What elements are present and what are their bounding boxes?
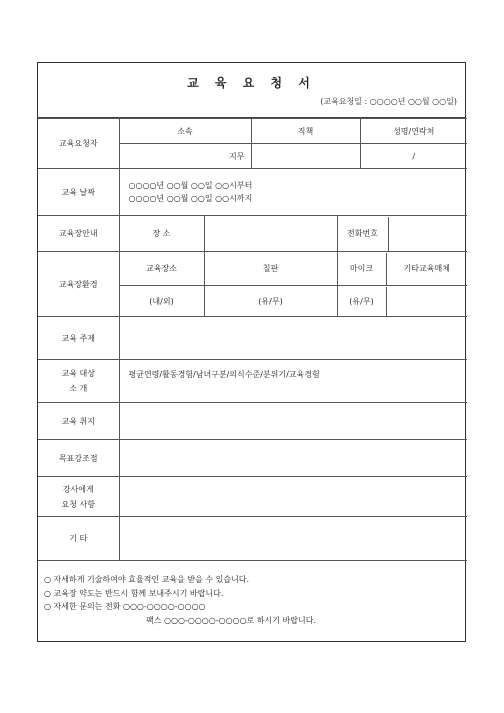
edu-date-from: ○○○○년 ○○월 ○○일 ○○시부터 xyxy=(128,181,253,190)
audience-hint: 평균연령/활동경험/남녀구분/의식수준/분위기/교육경험 xyxy=(128,370,320,379)
edu-date-row xyxy=(38,169,467,216)
topic-label: 교육 주제 xyxy=(38,317,119,360)
note-item: 팩스 ○○○-○○○○-○○○○로 하시기 바랍니다. xyxy=(146,615,317,625)
duty-cell[interactable] xyxy=(119,144,251,169)
position-header: 직책 xyxy=(251,119,360,144)
phone-label xyxy=(337,216,467,252)
env-mic-media-value xyxy=(337,286,467,317)
name-contact-header: 성명/연락처 xyxy=(360,119,467,144)
phone-value[interactable] xyxy=(388,217,468,251)
edu-date-to: ○○○○년 ○○월 ○○일 ○○시까지 xyxy=(128,194,253,203)
env-media-header: 기타교육매체 xyxy=(386,253,468,285)
env-board-value[interactable]: (유/무) xyxy=(204,286,337,317)
purpose-row xyxy=(38,403,467,440)
audience-label xyxy=(38,360,119,403)
audience-label-line2: 소 개 xyxy=(69,384,88,393)
requests-row xyxy=(38,477,467,517)
place-label: 장 소 xyxy=(119,216,204,252)
topic-value[interactable] xyxy=(119,317,467,360)
note-item: ○ 자세하게 기술하여야 효율적인 교육을 받을 수 있습니다. xyxy=(44,575,250,584)
environment-header-row xyxy=(38,252,467,286)
audience-value[interactable] xyxy=(119,360,467,403)
note-item: ○ 자세한 문의는 전화 ○○○-○○○○-○○○○ xyxy=(44,602,206,611)
env-place-value[interactable]: (내/외) xyxy=(119,286,204,317)
title-section xyxy=(38,63,465,118)
note-item: ○ 교육장 약도는 반드시 함께 보내주시기 바랍니다. xyxy=(44,588,224,598)
requester-label: 교육요청자 xyxy=(38,119,119,169)
env-mic-media-header xyxy=(337,252,467,286)
purpose-value[interactable] xyxy=(119,403,467,440)
requests-label-line1: 강사에게 xyxy=(62,484,94,494)
audience-row xyxy=(38,360,467,403)
venue-row xyxy=(38,216,467,252)
env-board-header: 칠판 xyxy=(204,252,337,286)
environment-label: 교육장환경 xyxy=(38,252,119,317)
venue-label: 교육장안내 xyxy=(38,216,119,252)
audience-label-line1: 교육 대상 xyxy=(61,369,95,378)
request-form xyxy=(37,62,466,642)
requests-value[interactable] xyxy=(119,477,467,517)
requester-header-row xyxy=(38,119,467,144)
requests-label-line2: 요청 사항 xyxy=(61,499,95,509)
etc-row xyxy=(38,517,467,561)
edu-date-label: 교육 날짜 xyxy=(38,169,119,216)
place-value[interactable] xyxy=(204,216,337,252)
env-mic-header: 마이크 xyxy=(349,264,374,273)
phone-label-text: 전화번호 xyxy=(347,229,378,238)
env-place-header: 교육장소 xyxy=(119,252,204,286)
notes-section xyxy=(38,561,465,627)
env-mic-value[interactable]: (유/무) xyxy=(349,296,374,306)
affiliation-header: 소속 xyxy=(119,119,251,144)
emphasis-row xyxy=(38,440,467,477)
form-title: 교 육 요 청 서 xyxy=(187,76,316,90)
env-media-value[interactable] xyxy=(386,287,468,316)
position-value[interactable] xyxy=(251,144,360,169)
edu-date-value[interactable] xyxy=(119,169,467,216)
requests-label xyxy=(38,477,119,517)
form-table xyxy=(38,118,467,561)
emphasis-value[interactable] xyxy=(119,440,467,477)
purpose-label: 교육 취지 xyxy=(38,403,119,440)
contact-value[interactable]: / xyxy=(360,144,467,169)
etc-label: 기 타 xyxy=(38,517,119,561)
emphasis-label: 목표강조점 xyxy=(38,440,119,477)
etc-value[interactable] xyxy=(119,517,467,561)
topic-row xyxy=(38,317,467,360)
request-date: (교육요청일 : ○○○○년 ○○월 ○○일) xyxy=(320,97,457,106)
duty-label: 지무 xyxy=(229,151,245,161)
